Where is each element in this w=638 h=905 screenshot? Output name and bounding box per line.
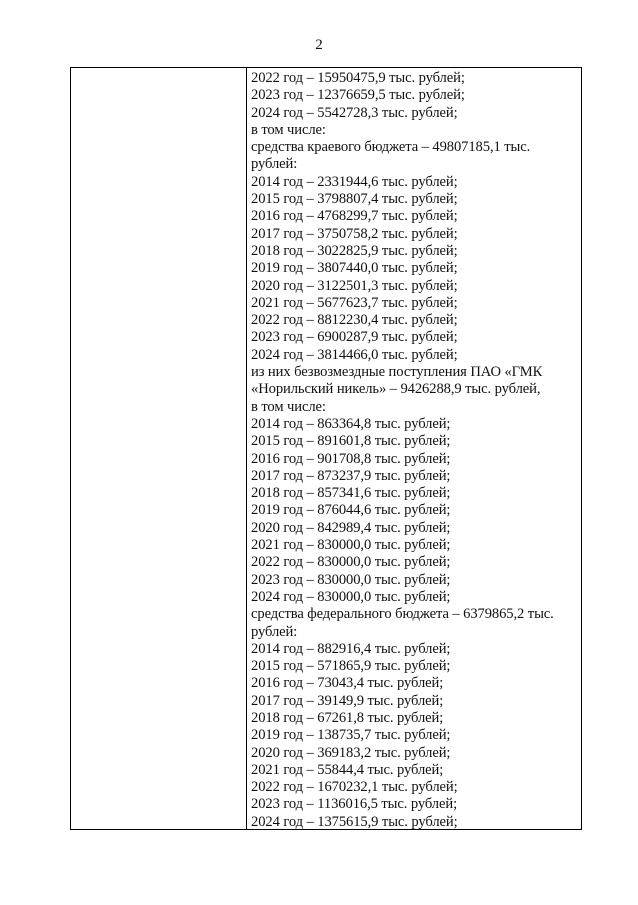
funding-line: 2023 год – 12376659,5 тыс. рублей; <box>251 87 465 104</box>
funding-line: 2024 год – 1375615,9 тыс. рублей; <box>251 813 458 830</box>
funding-line: в том числе: <box>251 398 326 415</box>
funding-line: 2016 год – 4768299,7 тыс. рублей; <box>251 208 458 225</box>
funding-line: 2015 год – 891601,8 тыс. рублей; <box>251 433 451 450</box>
funding-line: в том числе: <box>251 121 326 138</box>
funding-line: 2015 год – 571865,9 тыс. рублей; <box>251 658 451 675</box>
funding-line: 2014 год – 882916,4 тыс. рублей; <box>251 640 451 657</box>
funding-line: 2022 год – 15950475,9 тыс. рублей; <box>251 70 465 86</box>
funding-line: средства федерального бюджета – 6379865,2 тыс. <box>251 606 554 623</box>
funding-line: 2023 год – 6900287,9 тыс. рублей; <box>251 329 458 346</box>
funding-line: 2020 год – 842989,4 тыс. рублей; <box>251 519 451 536</box>
funding-line: 2022 год – 830000,0 тыс. рублей; <box>251 554 451 571</box>
funding-line: 2018 год – 857341,6 тыс. рублей; <box>251 485 451 502</box>
funding-line: 2019 год – 876044,6 тыс. рублей; <box>251 502 451 519</box>
funding-line: из них безвозмездные поступления ПАО «ГМК <box>251 364 543 381</box>
funding-line: средства краевого бюджета – 49807185,1 тыс. <box>251 139 531 156</box>
funding-line: 2017 год – 39149,9 тыс. рублей; <box>251 692 444 709</box>
funding-line: 2024 год – 3814466,0 тыс. рублей; <box>251 346 458 363</box>
funding-line: 2015 год – 3798807,4 тыс. рублей; <box>251 191 458 208</box>
funding-line: 2019 год – 138735,7 тыс. рублей; <box>251 727 451 744</box>
funding-line: рублей: <box>251 156 298 173</box>
funding-line: 2016 год – 901708,8 тыс. рублей; <box>251 450 451 467</box>
funding-line: рублей: <box>251 623 298 640</box>
funding-line: 2020 год – 369183,2 тыс. рублей; <box>251 744 451 761</box>
funding-line: «Норильский никель» – 9426288,9 тыс. рублей, <box>251 381 541 398</box>
funding-line: 2022 год – 1670232,1 тыс. рублей; <box>251 779 458 796</box>
funding-line: 2024 год – 830000,0 тыс. рублей; <box>251 588 451 605</box>
funding-line: 2018 год – 3022825,9 тыс. рублей; <box>251 242 458 259</box>
funding-line: 2020 год – 3122501,3 тыс. рублей; <box>251 277 458 294</box>
funding-line: 2024 год – 5542728,3 тыс. рублей; <box>251 104 458 121</box>
funding-line: 2023 год – 830000,0 тыс. рублей; <box>251 571 451 588</box>
table-left-cell <box>71 68 247 829</box>
funding-line: 2016 год – 73043,4 тыс. рублей; <box>251 675 444 692</box>
funding-line: 2014 год – 863364,8 тыс. рублей; <box>251 415 451 432</box>
funding-line: 2018 год – 67261,8 тыс. рублей; <box>251 709 444 726</box>
funding-table <box>70 67 582 830</box>
funding-line: 2017 год – 873237,9 тыс. рублей; <box>251 467 451 484</box>
funding-line: 2022 год – 8812230,4 тыс. рублей; <box>251 312 458 329</box>
funding-line: 2021 год – 830000,0 тыс. рублей; <box>251 537 451 554</box>
table-right-cell <box>247 68 581 829</box>
funding-line: 2017 год – 3750758,2 тыс. рублей; <box>251 225 458 242</box>
page-number: 2 <box>315 37 323 53</box>
funding-line: 2023 год – 1136016,5 тыс. рублей; <box>251 796 458 813</box>
funding-line: 2019 год – 3807440,0 тыс. рублей; <box>251 260 458 277</box>
funding-line: 2021 год – 55844,4 тыс. рублей; <box>251 761 444 778</box>
funding-line: 2021 год – 5677623,7 тыс. рублей; <box>251 294 458 311</box>
funding-line: 2014 год – 2331944,6 тыс. рублей; <box>251 173 458 190</box>
